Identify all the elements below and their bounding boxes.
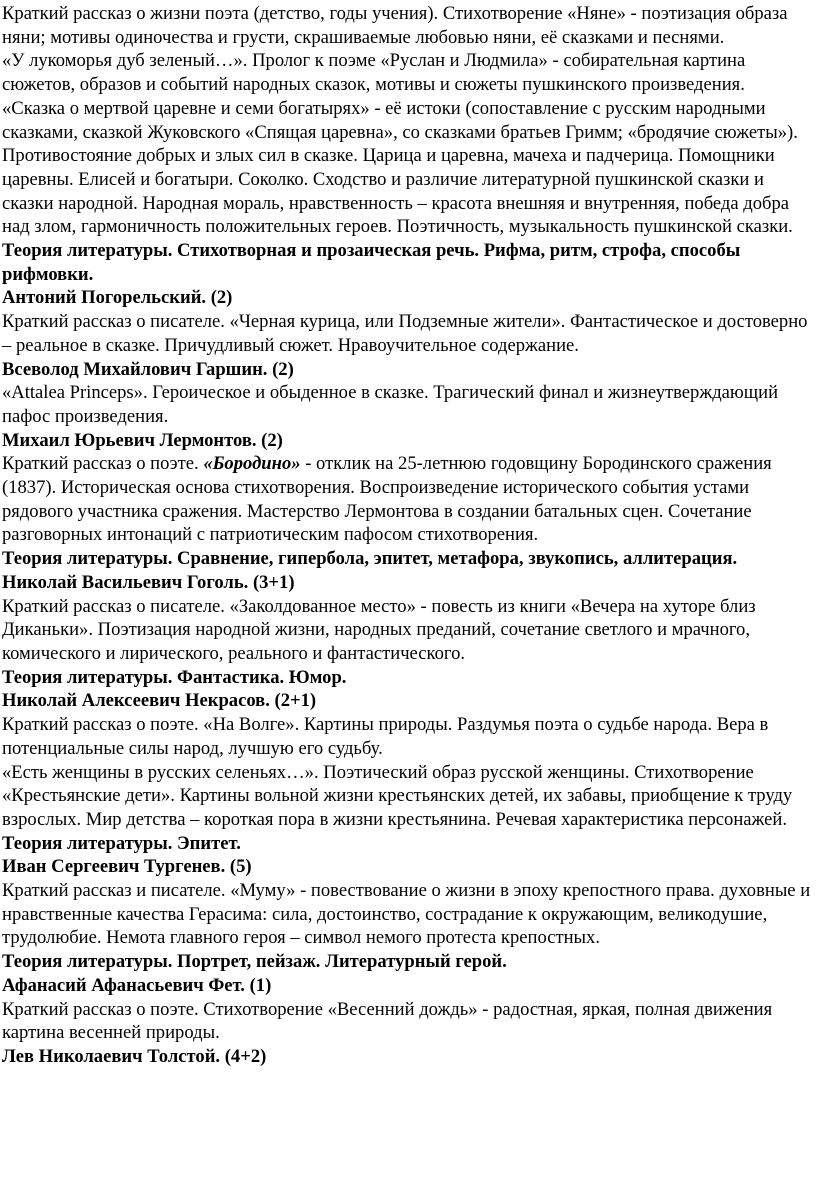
- paragraph-nekrasov-women: «Есть женщины в русских селеньях…». Поэтический образ русской женщины. Стихотворение «Крестьянские дети». Картины вольной жизни крестьянских детей, их забавы, приобщение к труду взрослых. Мир детства – короткая пора в жизни крестьянина. Речевая характеристика персонажей.: [2, 761, 793, 830]
- paragraph-gogol: Краткий рассказ о писателе. «Заколдованное место» - повесть из книги «Вечера на хуторе близ Диканьки». Поэтизация народной жизни, народных преданий, сочетание светлого и мрачного, комического и лирического, реального и фантастического.: [2, 595, 756, 664]
- paragraph-fet: Краткий рассказ о поэте. Стихотворение «Весенний дождь» - радостная, яркая, полная движения картина весенней природы.: [2, 998, 773, 1044]
- author-heading-garshin: Всеволод Михайлович Гаршин. (2): [2, 358, 294, 380]
- author-heading-pogorelsky: Антоний Погорельский. (2): [2, 287, 233, 309]
- paragraph-pogorelsky: Краткий рассказ о писателе. «Черная курица, или Подземные жители». Фантастическое и достоверно – реальное в сказке. Причудливый сюжет. Нравоучительное содержание.: [2, 311, 808, 356]
- author-heading-tolstoy: Лев Николаевич Толстой. (4+2): [2, 1045, 267, 1067]
- lermontov-intro-text: Краткий рассказ о поэте.: [2, 453, 204, 475]
- paragraph-turgenev: Краткий рассказ и писателе. «Муму» - повествование о жизни в эпоху крепостного права. духовные и нравственные качества Герасима: сила, достоинство, сострадание к окружающим, великодушие, трудолюбие. Немота главного героя – символ немого протеста крепостных.: [2, 880, 811, 949]
- author-heading-gogol: Николай Васильевич Гоголь. (3+1): [2, 571, 295, 593]
- paragraph-lermontov: [2, 452, 812, 547]
- paragraph-lukomorye: «У лукоморья дуб зеленый…». Пролог к поэме «Руслан и Людмила» - собирательная картина сюжетов, образов и событий народных сказок, мотивы и сюжеты пушкинского произведения.: [2, 50, 746, 96]
- paragraph-pushkin-nanny: Краткий рассказ о жизни поэта (детство, годы учения). Стихотворение «Няне» - поэтизация образа няни; мотивы одиночества и грусти, скрашиваемые любовью няни, её сказками и песнями.: [2, 3, 788, 48]
- theory-heading-portrait: Теория литературы. Портрет, пейзаж. Литературный герой.: [2, 951, 507, 973]
- theory-heading-fantasy: Теория литературы. Фантастика. Юмор.: [2, 666, 347, 688]
- theory-heading-verse-prose: Теория литературы. Стихотворная и прозаическая речь. Рифма, ритм, строфа, способы рифмовки.: [2, 240, 741, 285]
- author-heading-lermontov: Михаил Юрьевич Лермонтов. (2): [2, 429, 283, 451]
- document-body: [2, 2, 812, 1069]
- lermontov-description: - отклик на 25-летнюю годовщину Бородинского сражения (1837). Историческая основа стихотворения. Воспроизведение исторического события устами рядового участника сражения. Мастерство Лермонтова в создании батальных сцен. Сочетание разговорных интонаций с патриотическим пафосом стихотворения.: [2, 453, 772, 546]
- author-heading-fet: Афанасий Афанасьевич Фет. (1): [2, 974, 272, 996]
- paragraph-garshin: «Attalea Princeps». Героическое и обыденное в сказке. Трагический финал и жизнеутверждающий пафос произведения.: [2, 382, 779, 427]
- theory-heading-devices: Теория литературы. Сравнение, гипербола, эпитет, метафора, звукопись, аллитерация.: [2, 548, 738, 570]
- paragraph-nekrasov-volga: Краткий рассказ о поэте. «На Волге». Картины природы. Раздумья поэта о судьбе народа. Вера в потенциальные силы народ, лучшую его судьбу.: [2, 714, 769, 759]
- lermontov-work-title: «Бородино»: [203, 453, 301, 475]
- paragraph-dead-princess: «Сказка о мертвой царевне и семи богатырях» - её истоки (сопоставление с русским народными сказками, сказкой Жуковского «Спящая царевна», со сказками братьев Гримм; «бродячие сюжеты»). Противостояние добрых и злых сил в сказке. Царица и царевна, мачеха и падчерица. Помощники царевны. Елисей и богатыри. Соколко. Сходство и различие литературной пушкинской сказки и сказки народной. Народная мораль, нравственность – красота внешняя и внутренняя, победа добра над злом, гармоничность положительных героев. Поэтичность, музыкальность пушкинской сказки.: [2, 97, 798, 238]
- author-heading-turgenev: Иван Сергеевич Тургенев. (5): [2, 856, 252, 878]
- author-heading-nekrasov: Николай Алексеевич Некрасов. (2+1): [2, 690, 317, 712]
- theory-heading-epithet: Теория литературы. Эпитет.: [2, 832, 241, 854]
